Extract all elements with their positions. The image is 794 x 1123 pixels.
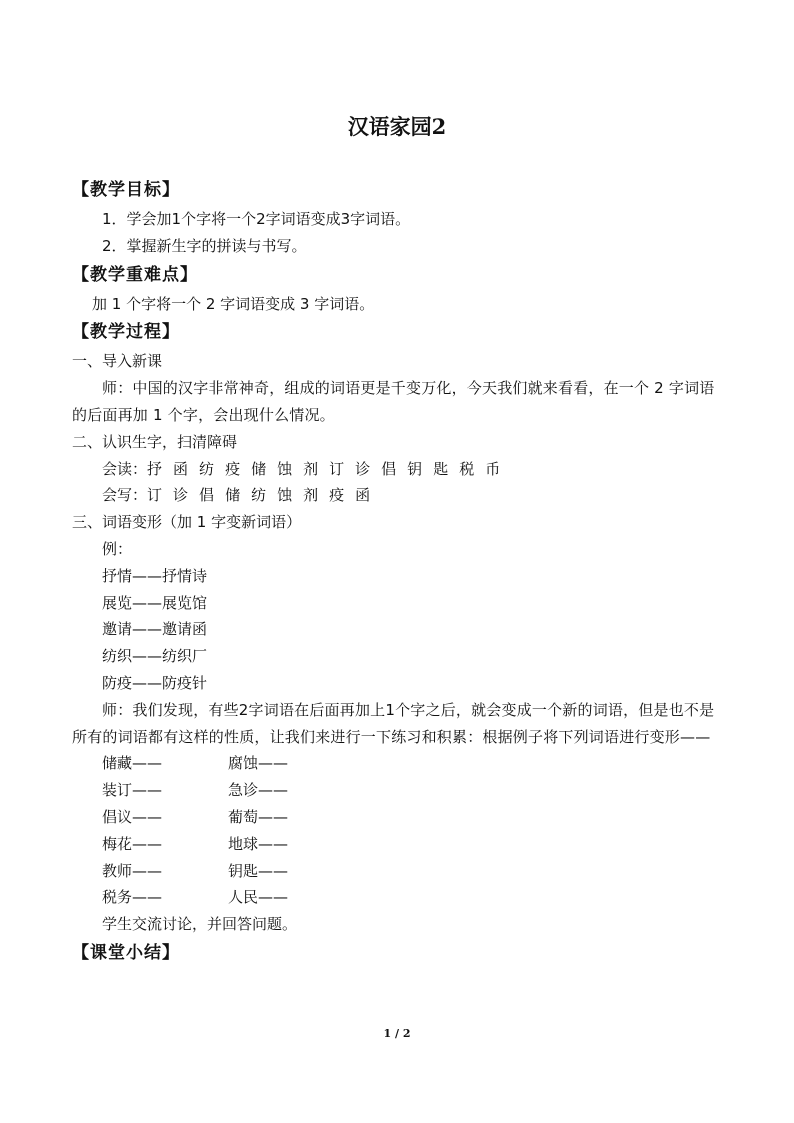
exercise-right: 地球—— xyxy=(228,834,289,853)
read-char: 钥 xyxy=(407,459,423,478)
write-char: 剂 xyxy=(303,486,319,505)
exercise-left: 倡议—— xyxy=(102,807,163,826)
exercise-row xyxy=(72,750,722,777)
read-char: 剂 xyxy=(303,459,319,478)
section-heading-key-points: 【教学重难点】 xyxy=(72,264,198,285)
write-label: 会写： xyxy=(102,486,148,505)
exercise-left: 装订—— xyxy=(102,781,163,800)
exercise-right: 急诊—— xyxy=(228,781,289,800)
example-item: 邀请——邀请函 xyxy=(102,620,208,639)
subheading-intro: 一、导入新课 xyxy=(72,352,163,371)
subheading-word-transform: 三、词语变形（加 1 字变新词语） xyxy=(72,513,302,532)
goal-item: 2．掌握新生字的拼读与书写。 xyxy=(102,236,307,255)
read-char: 储 xyxy=(251,459,267,478)
subheading-new-characters: 二、认识生字，扫清障碍 xyxy=(72,432,238,451)
read-char: 疫 xyxy=(225,459,241,478)
write-char: 倡 xyxy=(199,486,215,505)
page-number: 1 / 2 xyxy=(383,1027,411,1040)
page-title: 汉语家园2 xyxy=(347,114,447,139)
read-label: 会读： xyxy=(102,459,148,478)
section-heading-process: 【教学过程】 xyxy=(72,322,180,343)
read-char: 函 xyxy=(173,459,189,478)
intro-paragraph: 师：中国的汉字非常神奇，组成的词语更是千变万化，今天我们就来看看，在一个 2 字词语的后面再加 1 个字，会出现什么情况。 xyxy=(72,379,715,424)
exercise-left: 储藏—— xyxy=(102,754,163,773)
example-item: 展览——展览馆 xyxy=(102,593,208,612)
exercise-right: 钥匙—— xyxy=(228,861,289,880)
key-points-text: 加 1 个字将一个 2 字词语变成 3 字词语。 xyxy=(92,294,375,313)
write-char: 蚀 xyxy=(277,486,293,505)
write-characters-row xyxy=(72,482,722,509)
exercise-left: 税务—— xyxy=(102,888,163,907)
write-char: 储 xyxy=(225,486,241,505)
exercise-row xyxy=(72,831,722,858)
example-label: 例： xyxy=(102,539,133,558)
read-char: 订 xyxy=(329,459,345,478)
exercise-left: 梅花—— xyxy=(102,834,163,853)
write-char: 纺 xyxy=(251,486,267,505)
write-char: 订 xyxy=(147,486,163,505)
read-char: 币 xyxy=(485,459,501,478)
exercise-row xyxy=(72,777,722,804)
read-char: 抒 xyxy=(147,459,163,478)
read-characters-row xyxy=(72,456,722,483)
document-body xyxy=(72,175,722,969)
example-item: 防疫——防疫针 xyxy=(102,673,208,692)
section-heading-goals: 【教学目标】 xyxy=(72,180,180,200)
exercise-left: 教师—— xyxy=(102,861,163,880)
write-char: 疫 xyxy=(329,486,345,505)
exercise-row xyxy=(72,858,722,885)
exercise-row xyxy=(72,884,722,911)
exercise-right: 腐蚀—— xyxy=(228,754,289,773)
example-item: 纺织——纺织厂 xyxy=(102,647,208,666)
read-char: 匙 xyxy=(433,459,449,478)
read-char: 纺 xyxy=(199,459,215,478)
read-char: 税 xyxy=(459,459,475,478)
exercise-row xyxy=(72,804,722,831)
read-char: 诊 xyxy=(355,459,371,478)
discussion-text: 学生交流讨论，并回答问题。 xyxy=(102,915,298,934)
exercise-right: 葡萄—— xyxy=(228,807,289,826)
transform-paragraph: 师：我们发现，有些2字词语在后面再加上1个字之后，就会变成一个新的词语，但是也不是所有的词语都有这样的性质，让我们来进行一下练习和积累：根据例子将下列词语进行变形—— xyxy=(72,700,715,746)
write-char: 诊 xyxy=(173,486,189,505)
read-char: 蚀 xyxy=(277,459,293,478)
read-char: 倡 xyxy=(381,459,397,478)
exercise-right: 人民—— xyxy=(228,888,289,907)
section-heading-summary: 【课堂小结】 xyxy=(72,942,180,963)
goal-item: 1．学会加1个字将一个2字词语变成3字词语。 xyxy=(102,210,411,228)
write-char: 函 xyxy=(355,486,371,505)
example-item: 抒情——抒情诗 xyxy=(102,566,208,585)
